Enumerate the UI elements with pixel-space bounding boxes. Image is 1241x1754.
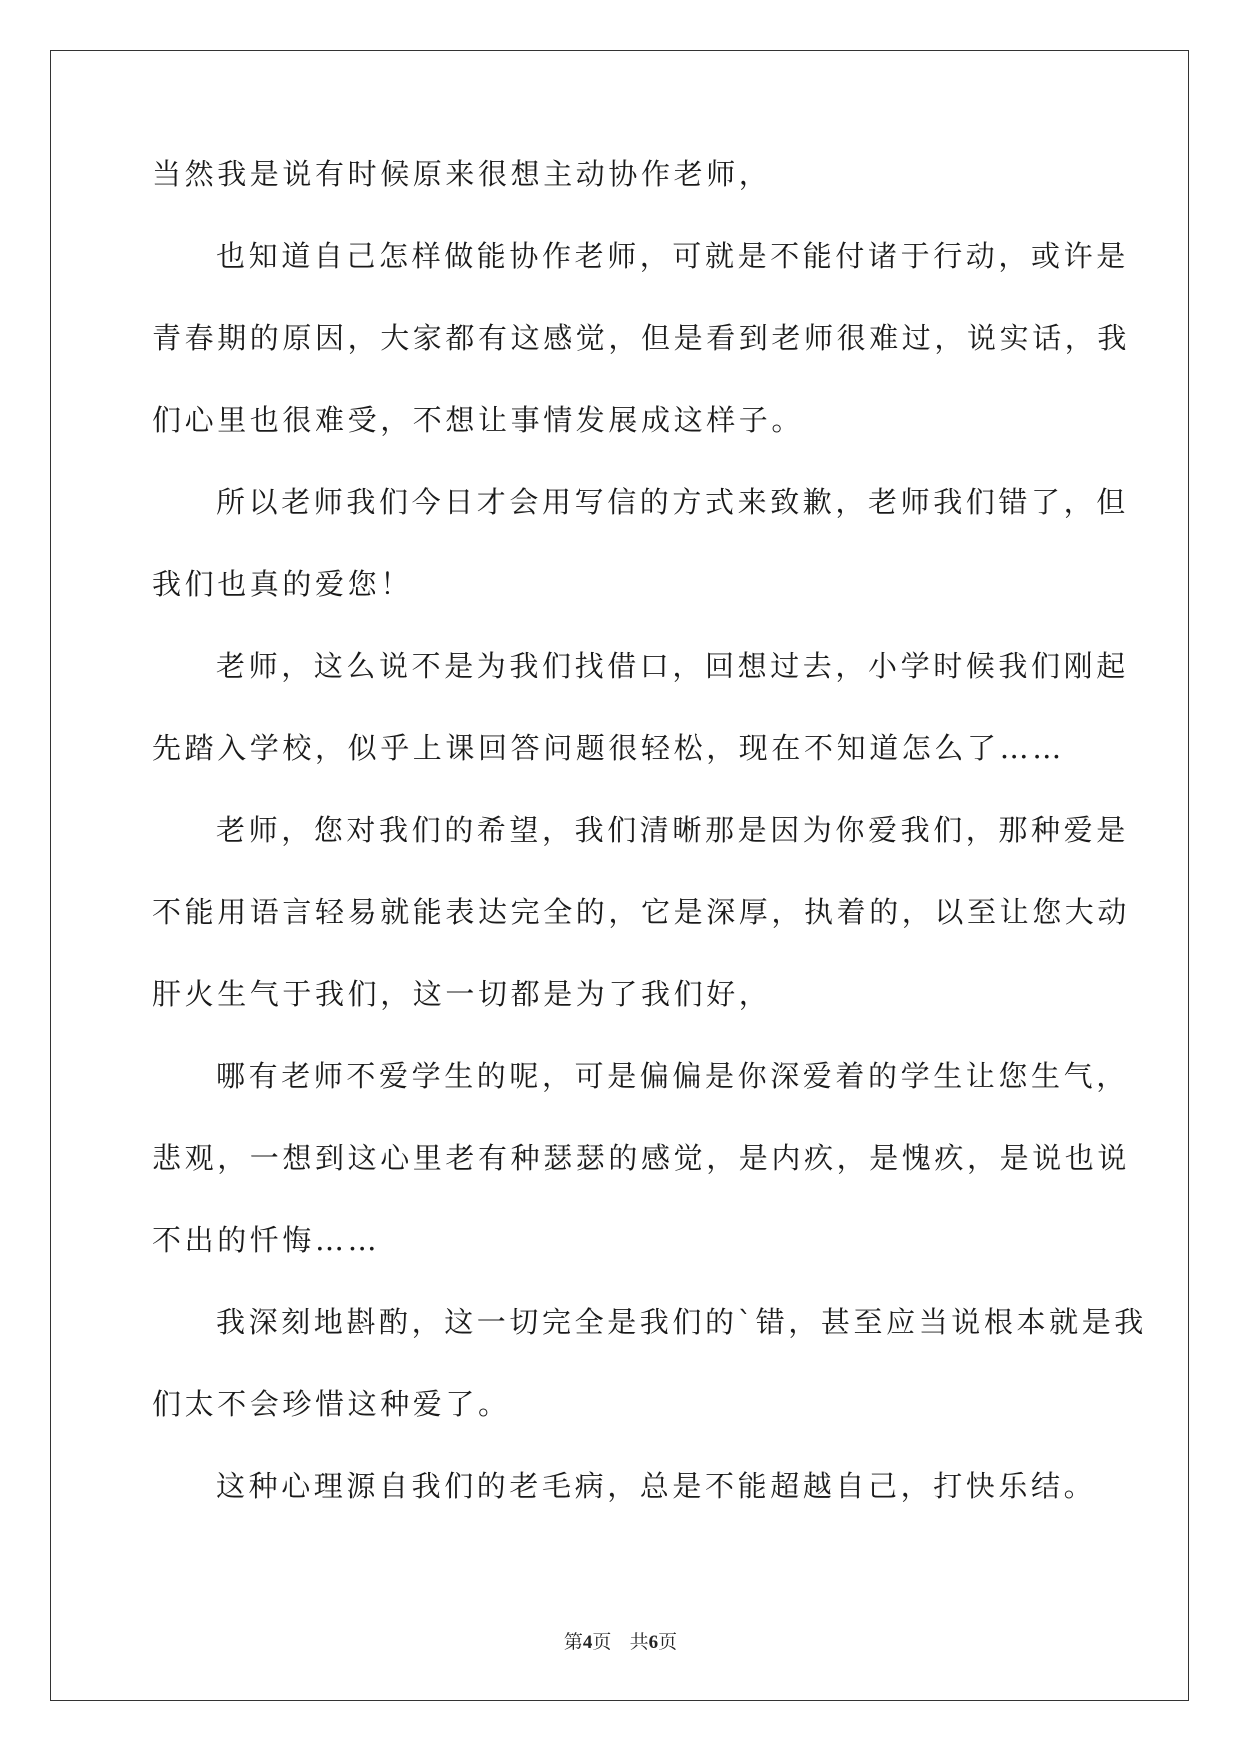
paragraph-first-line: 老师，这么说不是为我们找借口，回想过去，小学时候我们刚起 — [216, 649, 1129, 683]
text-line: 先踏入学校，似乎上课回答问题很轻松，现在不知道怎么了…… — [152, 731, 1065, 765]
total-pages-number: 6 — [648, 1632, 659, 1653]
text-line: 我们也真的爱您！ — [152, 567, 413, 601]
paragraph-first-line: 也知道自己怎样做能协作老师，可就是不能付诸于行动，或许是 — [216, 239, 1129, 273]
text-line: 当然我是说有时候原来很想主动协作老师， — [152, 157, 772, 191]
text-line: 不能用语言轻易就能表达完全的，它是深厚，执着的，以至让您大动 — [152, 895, 1131, 929]
total-label-suffix: 页 — [658, 1631, 678, 1653]
current-page-number: 4 — [582, 1632, 593, 1653]
document-body — [152, 157, 1147, 1552]
text-line: 们太不会珍惜这种爱了。 — [152, 1387, 511, 1421]
text-line: 们心里也很难受，不想让事情发展成这样子。 — [152, 403, 805, 437]
page-footer — [0, 1627, 1241, 1654]
text-line: 青春期的原因，大家都有这感觉，但是看到老师很难过，说实话，我 — [152, 321, 1131, 355]
paragraph-first-line: 老师，您对我们的希望，我们清晰那是因为你爱我们，那种爱是 — [216, 813, 1129, 847]
total-label-prefix: 共 — [629, 1631, 649, 1653]
page-label-prefix: 第 — [563, 1631, 583, 1653]
text-line: 肝火生气于我们，这一切都是为了我们好， — [152, 977, 772, 1011]
paragraph-first-line: 这种心理源自我们的老毛病，总是不能超越自己，打快乐结。 — [216, 1469, 1097, 1503]
text-line: 悲观，一想到这心里老有种瑟瑟的感觉，是内疚，是愧疚，是说也说 — [152, 1141, 1131, 1175]
page-label-suffix: 页 — [592, 1631, 612, 1653]
paragraph-first-line: 所以老师我们今日才会用写信的方式来致歉，老师我们错了，但 — [216, 485, 1129, 519]
paragraph-first-line: 哪有老师不爱学生的呢，可是偏偏是你深爱着的学生让您生气， — [216, 1059, 1129, 1093]
paragraph-first-line: 我深刻地斟酌，这一切完全是我们的`错，甚至应当说根本就是我 — [216, 1305, 1147, 1339]
text-line: 不出的忏悔…… — [152, 1223, 381, 1257]
